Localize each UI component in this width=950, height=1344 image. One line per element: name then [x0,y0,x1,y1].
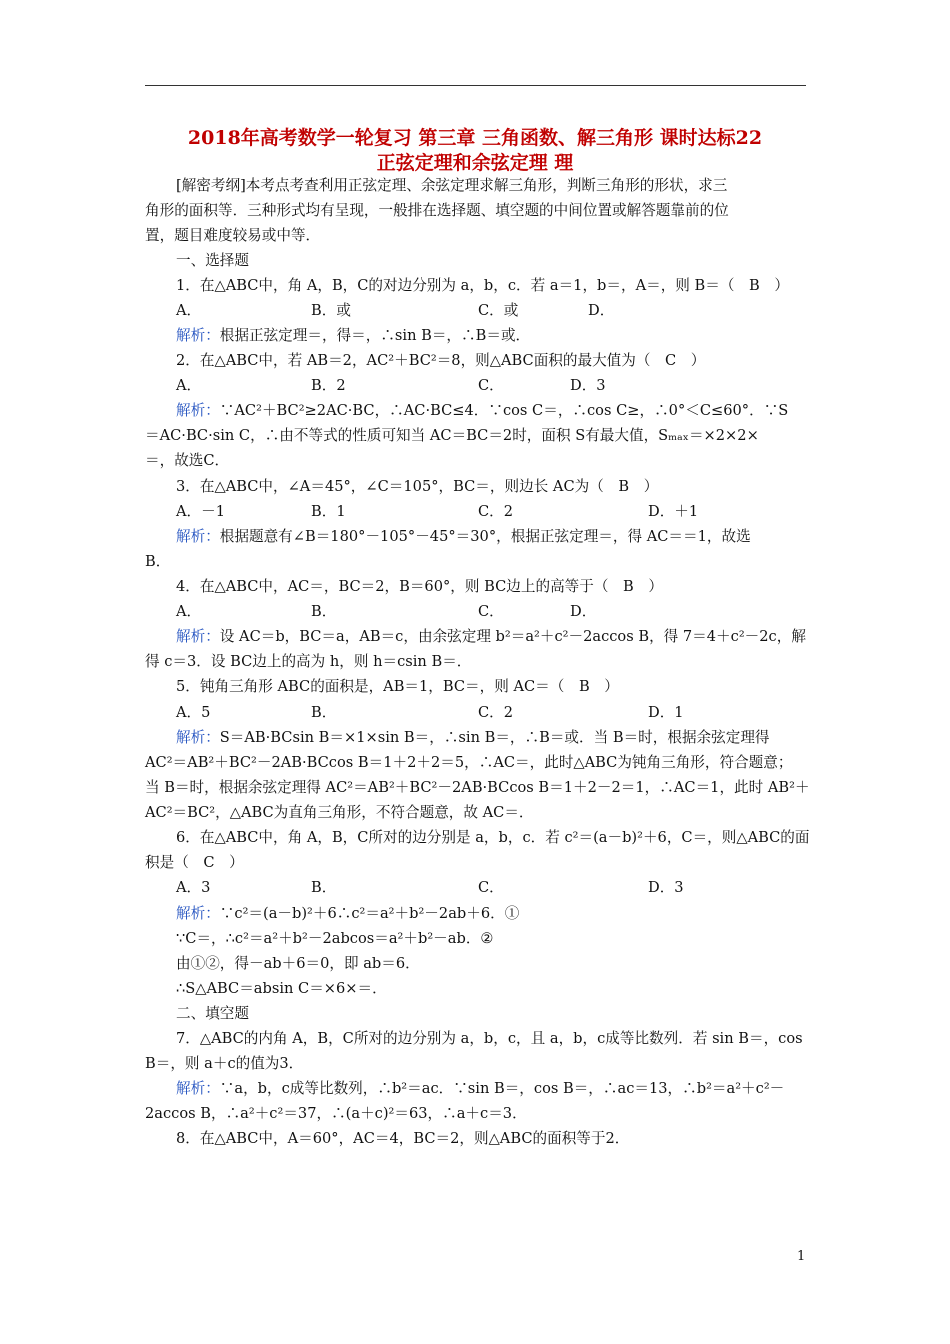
page-number: 1 [797,1249,806,1264]
intro-line-3: 置，题目难度较易或中等． [145,227,321,244]
answer-3-line-1: 解析：根据题意有∠B＝180°－105°－45°＝30°，根据正弦定理＝，得 AC＝＝1，故选 [176,528,751,545]
option-b: B．2 [311,377,346,394]
option-b: B． [311,704,337,721]
title-line-2: 正弦定理和余弦定理 理 [376,152,574,174]
answer-3-line-2: B． [145,553,171,570]
option-a: A．3 [176,879,211,896]
option-b: B． [311,879,337,896]
answer-6-line-3: 由①②，得－ab＋6＝0，即 ab＝6． [176,955,420,972]
option-a: A． [176,603,202,620]
answer-label: 解析： [176,628,220,645]
answer-label: 解析： [176,327,220,344]
question-6-line-2: 积是（ C ） [145,854,244,871]
option-d: D．3 [648,879,684,896]
question-5: 5．钝角三角形 ABC的面积是，AB＝1，BC＝，则 AC＝（ B ） [176,678,619,695]
title-line-1: 2018年高考数学一轮复习 第三章 三角函数、解三角形 课时达标22 [187,127,763,149]
question-4: 4．在△ABC中，AC＝，BC＝2，B＝60°，则 BC边上的高等于（ B ） [176,578,663,595]
option-c: C． [478,377,504,394]
question-2: 2．在△ABC中，若 AB＝2，AC²＋BC²＝8，则△ABC面积的最大值为（ C ） [176,352,706,369]
question-3: 3．在△ABC中，∠A＝45°，∠C＝105°，BC＝，则边长 AC为（ B ） [176,478,659,495]
question-1: 1．在△ABC中，角 A，B，C的对边分别为 a，b，c．若 a＝1，b＝，A＝，则 B＝（ B ） [176,277,789,294]
option-a: A． [176,377,202,394]
answer-6-line-4: ∴S△ABC＝absin C＝×6×＝． [176,980,387,997]
answer-5-line-3: 当 B＝时，根据余弦定理得 AC²＝AB²＋BC²－2AB·BCcos B＝1＋2－2＝1，∴AC＝1，此时 AB²＋ [145,779,810,796]
answer-5-line-4: AC²＝BC²，△ABC为直角三角形，不符合题意，故 AC＝． [145,804,534,821]
answer-5-line-1: 解析：S＝AB·BCsin B＝×1×sin B＝，∴sin B＝，∴B＝或．当 B＝时，根据余弦定理得 [176,729,770,746]
question-7-line-1: 7．△ABC的内角 A，B，C所对的边分别为 a，b，c，且 a，b，c成等比数列．若 sin B＝，cos [176,1030,803,1047]
answer-2-line-1: 解析：∵AC²＋BC²≥2AC·BC，∴AC·BC≤4．∵cos C＝，∴cos C≥，∴0°＜C≤60°．∵S [176,402,789,419]
option-b: B． [311,603,337,620]
option-c: C．2 [478,503,514,520]
answer-4-line-1: 解析：设 AC＝b，BC＝a，AB＝c，由余弦定理 b²＝a²＋c²－2accos B，得 7＝4＋c²－2c，解 [176,628,806,645]
intro-line-1: [解密考纲]本考点考查利用正弦定理、余弦定理求解三角形，判断三角形的形状，求三 [176,177,728,194]
option-a: A．5 [176,704,211,721]
section-heading: 一、选择题 [176,252,249,269]
answer-6-line-2: ∵C＝，∴c²＝a²＋b²－2abcos＝a²＋b²－ab．② [176,930,494,947]
option-d: D．1 [648,704,684,721]
option-c: C． [478,603,504,620]
question-8: 8．在△ABC中，A＝60°，AC＝4，BC＝2，则△ABC的面积等于2． [176,1130,630,1147]
option-b: B．或 [311,302,351,319]
answer-label: 解析： [176,1080,220,1097]
option-d: D． [570,603,597,620]
answer-label: 解析： [176,528,220,545]
option-c: C．2 [478,704,514,721]
answer-4-line-2: 得 c＝3．设 BC边上的高为 h，则 h＝csin B＝． [145,653,472,670]
question-6-line-1: 6．在△ABC中，角 A，B，C所对的边分别是 a，b，c．若 c²＝(a－b)²＋6，C＝，则△ABC的面 [176,829,810,846]
answer-label: 解析： [176,905,220,922]
answer-1: 解析：根据正弦定理＝，得＝，∴sin B＝，∴B＝或． [176,327,531,344]
intro-line-2: 角形的面积等．三种形式均有呈现，一般排在选择题、填空题的中间位置或解答题靠前的位 [145,202,729,219]
option-d: D．3 [570,377,606,394]
option-c: C． [478,879,504,896]
option-d: D． [588,302,615,319]
option-d: D．＋1 [648,503,699,520]
option-a: A．－1 [176,503,226,520]
header-rule [145,85,806,86]
answer-5-line-2: AC²＝AB²＋BC²－2AB·BCcos B＝1＋2＋2＝5，∴AC＝，此时△ABC为钝角三角形，符合题意； [145,754,793,771]
answer-2-line-3: ＝，故选C． [145,452,230,469]
option-a: A． [176,302,202,319]
option-b: B．1 [311,503,346,520]
answer-6-line-1: 解析：∵c²＝(a－b)²＋6∴c²＝a²＋b²－2ab＋6．① [176,905,520,922]
answer-7-line-2: 2accos B，∴a²＋c²＝37，∴(a＋c)²＝63，∴a＋c＝3． [145,1105,527,1122]
answer-label: 解析： [176,729,220,746]
option-c: C．或 [478,302,519,319]
answer-label: 解析： [176,402,220,419]
answer-2-line-2: ＝AC·BC·sin C，∴由不等式的性质可知当 AC＝BC＝2时，面积 S有最大值，Sₘₐₓ＝×2×2× [145,427,759,444]
section-heading: 二、填空题 [176,1005,249,1022]
answer-7-line-1: 解析：∵a，b，c成等比数列，∴b²＝ac．∵sin B＝，cos B＝，∴ac＝13，∴b²＝a²＋c²－ [176,1080,785,1097]
question-7-line-2: B＝，则 a＋c的值为3． [145,1055,304,1072]
